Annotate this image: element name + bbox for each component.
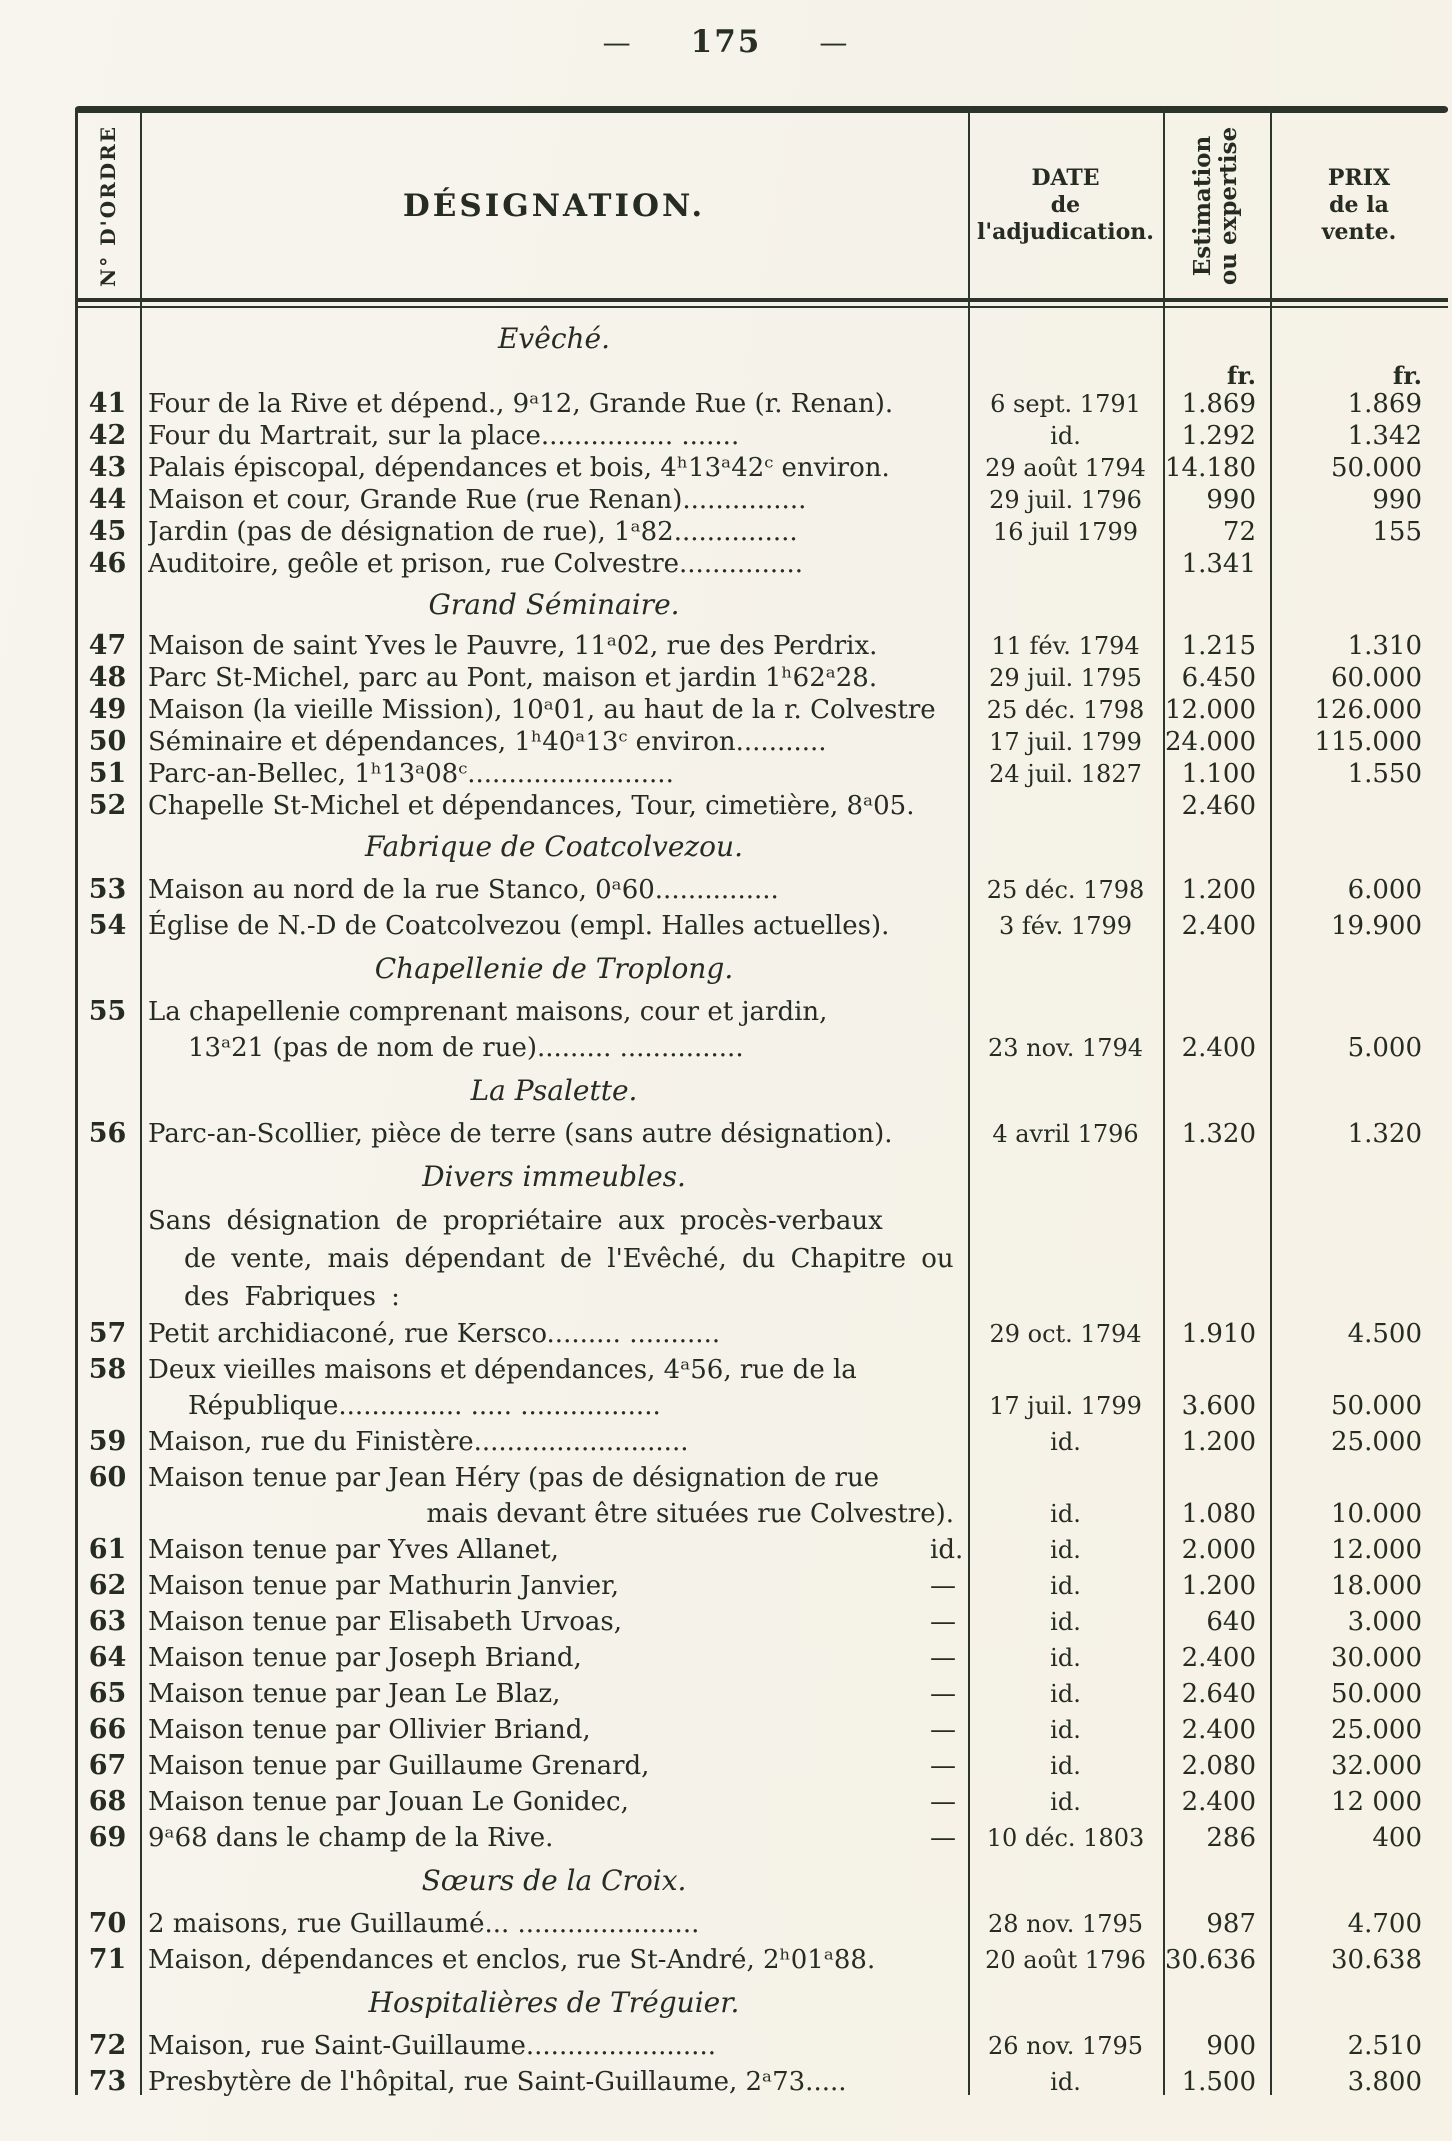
row-sale-price: 6.000 — [1347, 875, 1422, 905]
table-row — [75, 662, 1448, 694]
row-order-number: 60 — [88, 1462, 127, 1493]
row-adjudication-date: id. — [1050, 1500, 1081, 1528]
table-row — [75, 1784, 1448, 1820]
row-designation — [140, 1906, 968, 1942]
row-adjudication-date: 16 juil 1799 — [992, 518, 1139, 546]
row-estimation-value: 1.869 — [1181, 389, 1256, 419]
row-designation-line: Four de la Rive et dépend., 9ᵃ12, Grande Rue (r. Renan). — [148, 389, 894, 419]
table-row — [75, 452, 1448, 484]
row-sale-price: 50.000 — [1331, 1679, 1422, 1709]
currency-row — [75, 361, 1448, 390]
row-ditto-mark: id. — [930, 1535, 964, 1565]
col-header-ordre-label: N° D'ORDRE — [95, 124, 120, 287]
section-note-line: Sans désignation de propriétaire aux procès-verbaux — [148, 1206, 883, 1236]
row-designation-line: Deux vieilles maisons et dépendances, 4ᵃ56, rue de la — [148, 1355, 857, 1385]
section — [75, 830, 1448, 944]
row-estimation-value: 1.320 — [1181, 1119, 1256, 1149]
row-order-number: 70 — [88, 1908, 127, 1939]
row-designation — [140, 630, 968, 662]
row-sale-price: 126.000 — [1314, 695, 1422, 725]
row-designation — [140, 726, 968, 758]
row-designation — [140, 1316, 968, 1352]
section — [75, 1160, 1448, 1856]
row-estimation-value: 1.500 — [1181, 2067, 1256, 2097]
row-estimation-value: 2.400 — [1181, 1787, 1256, 1817]
row-designation — [140, 1748, 968, 1784]
col-header-prix-line3: vente. — [1321, 219, 1397, 245]
section-note-line: de vente, mais dépendant de l'Evêché, du Chapitre ou — [184, 1244, 954, 1274]
table-row — [75, 1640, 1448, 1676]
row-order-number: 55 — [88, 996, 127, 1027]
row-order-number: 59 — [88, 1426, 127, 1457]
col-header-ordre — [75, 113, 140, 298]
row-designation-line: Jardin (pas de désignation de rue), 1ᵃ82............... — [148, 517, 798, 547]
row-designation-line: Auditoire, geôle et prison, rue Colvestre............... — [148, 549, 803, 579]
row-order-number: 43 — [88, 452, 127, 483]
row-sale-price: 155 — [1372, 517, 1422, 547]
row-designation — [140, 1640, 968, 1676]
row-ditto-mark: — — [930, 1715, 956, 1745]
page-number: 175 — [690, 24, 762, 60]
row-sale-price: 50.000 — [1331, 453, 1422, 483]
row-adjudication-date: 20 août 1796 — [985, 1946, 1146, 1974]
table-row — [75, 908, 1448, 944]
row-designation-line: Presbytère de l'hôpital, rue Saint-Guillaume, 2ᵃ73..... — [148, 2067, 847, 2097]
col-header-date-line3: l'adjudication. — [977, 219, 1154, 245]
row-adjudication-date: 29 oct. 1794 — [989, 1320, 1142, 1348]
row-designation — [140, 872, 968, 908]
table-row — [75, 630, 1448, 662]
row-designation — [140, 548, 968, 580]
row-order-number: 64 — [88, 1642, 127, 1673]
currency-label-estimation: fr. — [1226, 361, 1256, 390]
row-estimation-value: 6.450 — [1181, 663, 1256, 693]
row-order-number: 72 — [88, 2030, 127, 2061]
table-row — [75, 1568, 1448, 1604]
row-sale-price: 12.000 — [1331, 1535, 1422, 1565]
row-designation-line: Séminaire et dépendances, 1ʰ40ᵃ13ᶜ environ........... — [148, 727, 827, 757]
section-title: La Psalette. — [470, 1074, 638, 1107]
table-row — [75, 420, 1448, 452]
row-designation-line: Maison tenue par Mathurin Janvier, — [148, 1571, 619, 1601]
table-row — [75, 1676, 1448, 1712]
row-estimation-value: 2.000 — [1181, 1535, 1256, 1565]
row-designation — [140, 420, 968, 452]
table-row — [75, 388, 1448, 420]
rule-date-estimation — [1163, 108, 1165, 2095]
row-estimation-value: 1.200 — [1181, 1427, 1256, 1457]
row-estimation-value: 1.341 — [1181, 549, 1256, 579]
row-sale-price: 18.000 — [1331, 1571, 1422, 1601]
row-adjudication-date: id. — [1050, 422, 1081, 450]
row-designation — [140, 694, 968, 726]
col-header-estimation-line2: ou expertise — [1215, 126, 1243, 285]
row-sale-price: 3.000 — [1347, 1607, 1422, 1637]
row-order-number: 53 — [88, 874, 127, 905]
row-designation — [140, 908, 968, 944]
row-adjudication-date: 10 déc. 1803 — [986, 1824, 1145, 1852]
row-sale-price: 5.000 — [1347, 1033, 1422, 1063]
row-adjudication-date: 6 sept. 1791 — [990, 390, 1141, 418]
row-ditto-mark: — — [930, 1679, 956, 1709]
section — [75, 322, 1448, 580]
rule-estimation-prix — [1270, 108, 1272, 2095]
row-designation-line: 2 maisons, rue Guillaumé... ...................... — [148, 1909, 700, 1939]
row-estimation-value: 1.215 — [1181, 631, 1256, 661]
row-designation — [140, 452, 968, 484]
section-title: Sœurs de la Croix. — [421, 1864, 687, 1897]
section — [75, 952, 1448, 1066]
row-sale-price: 2.510 — [1347, 2031, 1422, 2061]
row-ditto-mark: — — [930, 1607, 956, 1637]
section-note-row — [75, 1278, 1448, 1316]
row-adjudication-date: 25 déc. 1798 — [986, 696, 1145, 724]
page-number-dash-right: — — [819, 25, 850, 59]
row-designation — [140, 994, 968, 1066]
row-estimation-value: 14.180 — [1165, 453, 1256, 483]
row-adjudication-date: 17 juil. 1799 — [989, 1392, 1142, 1420]
row-designation — [140, 790, 968, 822]
table-top-rule — [75, 106, 1448, 113]
section-title: Hospitalières de Tréguier. — [368, 1986, 740, 2019]
row-estimation-value: 12.000 — [1165, 695, 1256, 725]
row-designation — [140, 1460, 968, 1532]
row-sale-price: 990 — [1372, 485, 1422, 515]
row-designation-line: Parc-an-Scollier, pièce de terre (sans autre désignation). — [148, 1119, 893, 1149]
row-designation-line: Maison tenue par Jouan Le Gonidec, — [148, 1787, 629, 1817]
row-order-number: 73 — [88, 2066, 127, 2097]
section-title: Fabrique de Coatcolvezou. — [365, 830, 743, 863]
row-designation-line: Maison tenue par Yves Allanet, — [148, 1535, 559, 1565]
row-order-number: 58 — [88, 1354, 127, 1385]
section-title: Grand Séminaire. — [428, 588, 680, 621]
col-header-estimation — [1163, 113, 1270, 298]
row-ditto-mark: — — [930, 1571, 956, 1601]
row-sale-price: 25.000 — [1331, 1427, 1422, 1457]
row-designation — [140, 2064, 968, 2100]
section-note-row — [75, 1240, 1448, 1278]
page-number-dash-left: — — [602, 25, 633, 59]
row-designation — [140, 1568, 968, 1604]
table-row — [75, 548, 1448, 580]
table-row — [75, 872, 1448, 908]
row-designation-line: Maison (la vieille Mission), 10ᵃ01, au haut de la r. Colvestre — [148, 695, 936, 725]
row-order-number: 63 — [88, 1606, 127, 1637]
row-adjudication-date: id. — [1050, 1644, 1081, 1672]
row-order-number: 61 — [88, 1534, 127, 1565]
row-sale-price: 1.320 — [1347, 1119, 1422, 1149]
row-designation — [140, 1424, 968, 1460]
row-ditto-mark: — — [930, 1751, 956, 1781]
col-header-prix-line1: PRIX — [1327, 165, 1391, 191]
row-designation-line: Four du Martrait, sur la place................ ....... — [148, 421, 740, 451]
row-sale-price: 10.000 — [1331, 1499, 1422, 1529]
col-header-date — [968, 113, 1163, 298]
row-designation — [140, 1820, 968, 1856]
table-row — [75, 516, 1448, 548]
row-adjudication-date: 24 juil. 1827 — [989, 760, 1142, 788]
section-note-line: des Fabriques : — [184, 1282, 400, 1312]
section — [75, 1864, 1448, 1978]
row-estimation-value: 1.910 — [1181, 1319, 1256, 1349]
row-sale-price: 4.500 — [1347, 1319, 1422, 1349]
row-designation — [140, 1532, 968, 1568]
table-row — [75, 1424, 1448, 1460]
row-designation — [140, 2028, 968, 2064]
row-designation-line: Maison tenue par Jean Le Blaz, — [148, 1679, 561, 1709]
col-header-designation: DÉSIGNATION. — [402, 187, 706, 224]
row-sale-price: 60.000 — [1331, 663, 1422, 693]
row-designation-line: Église de N.-D de Coatcolvezou (empl. Halles actuelles). — [148, 911, 890, 941]
row-designation-line: Palais épiscopal, dépendances et bois, 4ʰ13ᵃ42ᶜ environ. — [148, 453, 890, 483]
row-order-number: 44 — [88, 484, 127, 515]
row-sale-price: 400 — [1372, 1823, 1422, 1853]
table-row — [75, 2028, 1448, 2064]
row-adjudication-date: 25 déc. 1798 — [986, 876, 1145, 904]
row-designation-line: Maison tenue par Joseph Briand, — [148, 1643, 582, 1673]
row-sale-price: 115.000 — [1314, 727, 1422, 757]
row-sale-price: 1.550 — [1347, 759, 1422, 789]
row-designation-line: Chapelle St-Michel et dépendances, Tour, cimetière, 8ᵃ05. — [148, 791, 915, 821]
section — [75, 1074, 1448, 1152]
row-designation-line: 13ᵃ21 (pas de nom de rue)......... ............... — [188, 1033, 744, 1063]
row-order-number: 65 — [88, 1678, 127, 1709]
table-body — [75, 308, 1448, 2100]
row-designation — [140, 1352, 968, 1424]
row-order-number: 48 — [88, 662, 127, 693]
row-order-number: 46 — [88, 548, 127, 579]
row-adjudication-date: id. — [1050, 1608, 1081, 1636]
col-header-date-line1: DATE — [1031, 165, 1100, 191]
table-header — [75, 113, 1448, 298]
row-designation-line: République............... ..... ................. — [188, 1391, 661, 1421]
row-adjudication-date: id. — [1050, 2068, 1081, 2096]
table-row — [75, 726, 1448, 758]
row-adjudication-date: id. — [1050, 1536, 1081, 1564]
row-adjudication-date: id. — [1050, 1788, 1081, 1816]
row-order-number: 62 — [88, 1570, 127, 1601]
table-row — [75, 758, 1448, 790]
row-designation-line: 9ᵃ68 dans le champ de la Rive. — [148, 1823, 554, 1853]
row-sale-price: 1.869 — [1347, 389, 1422, 419]
col-header-prix-line2: de la — [1329, 192, 1389, 218]
table-row — [75, 1906, 1448, 1942]
row-estimation-value: 987 — [1206, 1909, 1256, 1939]
row-sale-price: 12 000 — [1331, 1787, 1422, 1817]
row-designation — [140, 1942, 968, 1978]
col-header-estimation-line1: Estimation — [1189, 135, 1217, 276]
row-sale-price: 30.000 — [1331, 1643, 1422, 1673]
row-order-number: 41 — [88, 388, 127, 419]
row-sale-price: 19.900 — [1331, 911, 1422, 941]
table-row — [75, 994, 1448, 1066]
table-row — [75, 1532, 1448, 1568]
row-sale-price: 3.800 — [1347, 2067, 1422, 2097]
row-adjudication-date: 28 nov. 1795 — [987, 1910, 1144, 1938]
row-estimation-value: 1.080 — [1181, 1499, 1256, 1529]
section-note-row — [75, 1202, 1448, 1240]
page-number-row — [0, 24, 1452, 60]
row-order-number: 42 — [88, 420, 127, 451]
row-estimation-value: 24.000 — [1165, 727, 1256, 757]
row-designation-line: Maison, dépendances et enclos, rue St-André, 2ʰ01ᵃ88. — [148, 1945, 876, 1975]
row-ditto-mark: — — [930, 1787, 956, 1817]
row-estimation-value: 72 — [1222, 517, 1256, 547]
row-adjudication-date: id. — [1050, 1752, 1081, 1780]
row-order-number: 71 — [88, 1944, 127, 1975]
row-order-number: 50 — [88, 726, 127, 757]
row-estimation-value: 1.292 — [1181, 421, 1256, 451]
row-designation-line: Parc St-Michel, parc au Pont, maison et jardin 1ʰ62ᵃ28. — [148, 663, 878, 693]
row-sale-price: 25.000 — [1331, 1715, 1422, 1745]
currency-label-prix: fr. — [1392, 361, 1422, 390]
col-header-estimation-label — [1191, 126, 1243, 284]
row-estimation-value: 990 — [1206, 485, 1256, 515]
row-adjudication-date: id. — [1050, 1680, 1081, 1708]
table-row — [75, 1316, 1448, 1352]
section — [75, 588, 1448, 822]
row-order-number: 68 — [88, 1786, 127, 1817]
table-row — [75, 1460, 1448, 1532]
table-row — [75, 1942, 1448, 1978]
row-designation — [140, 1604, 968, 1640]
row-designation — [140, 1784, 968, 1820]
row-designation — [140, 1712, 968, 1748]
section-title: Chapellenie de Troplong. — [374, 952, 734, 985]
row-designation-line: Maison et cour, Grande Rue (rue Renan)............... — [148, 485, 807, 515]
property-sales-table — [75, 106, 1448, 2100]
col-header-date-line2: de — [1050, 192, 1081, 218]
row-order-number: 49 — [88, 694, 127, 725]
row-adjudication-date: id. — [1050, 1716, 1081, 1744]
table-row — [75, 1748, 1448, 1784]
row-designation-line: Parc-an-Bellec, 1ʰ13ᵃ08ᶜ......................... — [148, 759, 674, 789]
currency-spacer — [140, 364, 968, 388]
row-designation-line: Maison tenue par Elisabeth Urvoas, — [148, 1607, 622, 1637]
table-row — [75, 2064, 1448, 2100]
table-row — [75, 484, 1448, 516]
row-sale-price: 50.000 — [1331, 1391, 1422, 1421]
row-adjudication-date: 4 avril 1796 — [992, 1120, 1139, 1148]
row-estimation-value: 2.400 — [1181, 1715, 1256, 1745]
row-adjudication-date: 3 fév. 1799 — [998, 912, 1133, 940]
row-estimation-value: 2.400 — [1181, 911, 1256, 941]
row-adjudication-date: 23 nov. 1794 — [987, 1034, 1144, 1062]
row-sale-price: 32.000 — [1331, 1751, 1422, 1781]
row-estimation-value: 2.400 — [1181, 1033, 1256, 1063]
row-estimation-value: 286 — [1206, 1823, 1256, 1853]
row-estimation-value: 640 — [1206, 1607, 1256, 1637]
row-estimation-value: 2.080 — [1181, 1751, 1256, 1781]
row-sale-price: 1.342 — [1347, 421, 1422, 451]
row-adjudication-date: 11 fév. 1794 — [991, 632, 1140, 660]
row-designation-line: mais devant être situées rue Colvestre). — [426, 1499, 954, 1529]
row-designation — [140, 662, 968, 694]
row-designation — [140, 388, 968, 420]
row-estimation-value: 1.100 — [1181, 759, 1256, 789]
table-row — [75, 1712, 1448, 1748]
table-row — [75, 790, 1448, 822]
row-order-number: 67 — [88, 1750, 127, 1781]
row-order-number: 57 — [88, 1318, 127, 1349]
row-adjudication-date: 17 juil. 1799 — [989, 728, 1142, 756]
row-sale-price: 30.638 — [1331, 1945, 1422, 1975]
row-order-number: 56 — [88, 1118, 127, 1149]
row-adjudication-date: 29 juil. 1795 — [989, 664, 1142, 692]
row-designation-line: Maison de saint Yves le Pauvre, 11ᵃ02, rue des Perdrix. — [148, 631, 878, 661]
row-adjudication-date: id. — [1050, 1572, 1081, 1600]
row-designation-line: Maison tenue par Guillaume Grenard, — [148, 1751, 650, 1781]
row-estimation-value: 1.200 — [1181, 875, 1256, 905]
row-estimation-value: 30.636 — [1165, 1945, 1256, 1975]
row-designation-line: Maison tenue par Ollivier Briand, — [148, 1715, 591, 1745]
row-designation — [140, 484, 968, 516]
row-ditto-mark: — — [930, 1643, 956, 1673]
row-order-number: 47 — [88, 630, 127, 661]
rule-designation-date — [968, 108, 970, 2095]
section-title: Evêché. — [497, 322, 610, 355]
table-row — [75, 694, 1448, 726]
row-adjudication-date: 29 août 1794 — [985, 454, 1146, 482]
row-designation-line: Maison au nord de la rue Stanco, 0ᵃ60............... — [148, 875, 779, 905]
row-designation-line: La chapellenie comprenant maisons, cour et jardin, — [148, 997, 828, 1027]
table-row — [75, 1820, 1448, 1856]
table-row — [75, 1352, 1448, 1424]
row-sale-price: 1.310 — [1347, 631, 1422, 661]
rule-ordre-designation — [140, 108, 142, 2095]
row-adjudication-date: id. — [1050, 1428, 1081, 1456]
row-estimation-value: 2.640 — [1181, 1679, 1256, 1709]
row-designation-line: Maison, rue Saint-Guillaume....................... — [148, 2031, 716, 2061]
section — [75, 1986, 1448, 2100]
header-separator-rule — [75, 298, 1448, 308]
row-adjudication-date: 26 nov. 1795 — [987, 2032, 1144, 2060]
row-estimation-value: 900 — [1206, 2031, 1256, 2061]
section-title: Divers immeubles. — [422, 1160, 686, 1193]
row-designation-line: Petit archidiaconé, rue Kersco......... ........... — [148, 1319, 721, 1349]
row-designation — [140, 1676, 968, 1712]
row-designation — [140, 1116, 968, 1152]
row-estimation-value: 2.400 — [1181, 1643, 1256, 1673]
row-sale-price: 4.700 — [1347, 1909, 1422, 1939]
row-designation-line: Maison, rue du Finistère.......................... — [148, 1427, 689, 1457]
row-order-number: 69 — [88, 1822, 127, 1853]
row-order-number: 45 — [88, 516, 127, 547]
row-designation-line: Maison tenue par Jean Héry (pas de désignation de rue — [148, 1463, 880, 1493]
row-order-number: 52 — [88, 790, 127, 821]
row-order-number: 66 — [88, 1714, 127, 1745]
row-estimation-value: 1.200 — [1181, 1571, 1256, 1601]
table-left-frame-rule — [75, 108, 78, 2095]
row-order-number: 54 — [88, 910, 127, 941]
row-ditto-mark: — — [930, 1823, 956, 1853]
row-designation — [140, 758, 968, 790]
row-estimation-value: 3.600 — [1181, 1391, 1256, 1421]
row-adjudication-date: 29 juil. 1796 — [989, 486, 1142, 514]
row-order-number: 51 — [88, 758, 127, 789]
table-row — [75, 1116, 1448, 1152]
row-estimation-value: 2.460 — [1181, 791, 1256, 821]
table-row — [75, 1604, 1448, 1640]
col-header-prix — [1270, 113, 1448, 298]
row-designation — [140, 516, 968, 548]
